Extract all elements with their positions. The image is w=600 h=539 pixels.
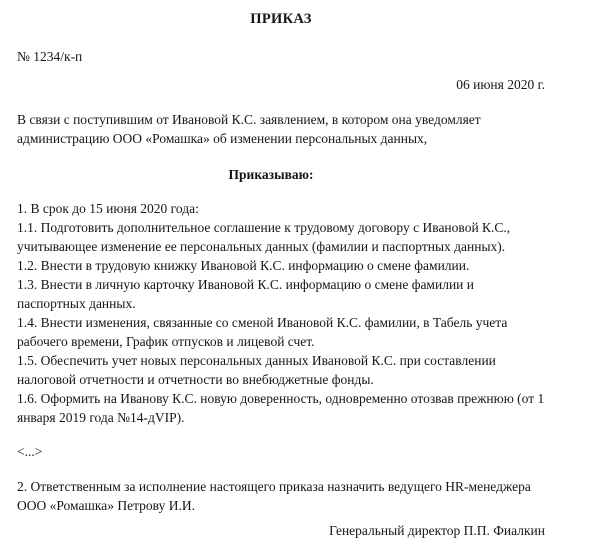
preamble-paragraph: В связи с поступившим от Ивановой К.С. заявлением, в котором она уведомляет администрацию ООО «Ромашка» об изменении персональных данных, bbox=[17, 112, 481, 147]
clause-item: 1.3. Внести в личную карточку Ивановой К.С. информацию о смене фамилии и паспортных данных. bbox=[17, 277, 474, 312]
clause-item: 1. В срок до 15 июня 2020 года: bbox=[17, 201, 199, 217]
clause-item: 1.6. Оформить на Иванову К.С. новую доверенность, одновременно отозвав прежнюю (от 1 января 2019 года №14-дVIP). bbox=[17, 390, 545, 425]
clause-list bbox=[17, 200, 545, 427]
final-clause: 2. Ответственным за исполнение настоящего приказа назначить ведущего HR-менеджера ООО «Ромашка» Петрову И.И. bbox=[17, 478, 531, 513]
page-title: ПРИКАЗ bbox=[250, 11, 312, 27]
clause-item: 1.2. Внести в трудовую книжку Ивановой К.С. информацию о смене фамилии. bbox=[17, 258, 470, 274]
signature-line: Генеральный директор П.П. Фиалкин bbox=[329, 522, 545, 538]
document-date: 06 июня 2020 г. bbox=[456, 77, 545, 92]
order-heading: Приказываю: bbox=[228, 167, 314, 183]
clause-item: 1.1. Подготовить дополнительное соглашение к трудовому договору с Ивановой К.С., учитывающее изменение ее персональных данных (фамилии и паспортных данных). bbox=[17, 220, 511, 255]
clause-item: 1.5. Обеспечить учет новых персональных данных Ивановой К.С. при составлении налоговой отчетности и отчетности во внебюджетные фонды. bbox=[17, 352, 496, 387]
document-number: № 1234/к-п bbox=[17, 49, 83, 64]
omitted-content-marker: <...> bbox=[17, 443, 43, 459]
clause-item: 1.4. Внести изменения, связанные со сменой Ивановой К.С. фамилии, в Табель учета рабочего времени, График отпусков и лицевой счет. bbox=[17, 315, 508, 349]
document-page bbox=[0, 11, 600, 538]
